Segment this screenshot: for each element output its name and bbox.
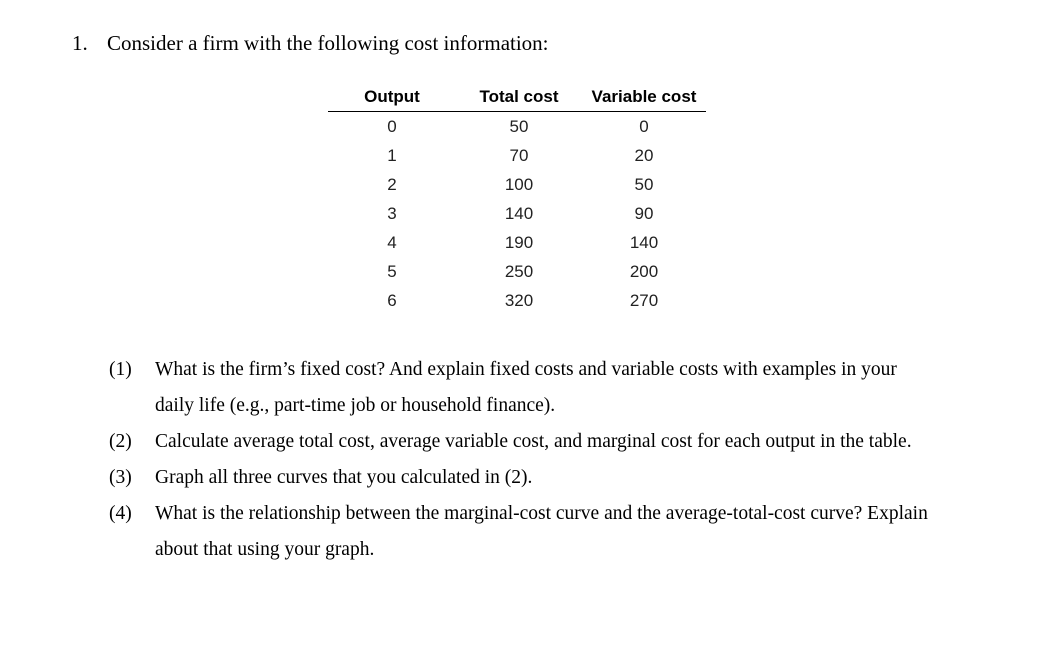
- sub-question-text: Graph all three curves that you calculated in (2).: [155, 467, 533, 488]
- cell-output: 5: [387, 261, 397, 281]
- question-intro: Consider a firm with the following cost information:: [107, 31, 549, 55]
- table-header-row: [328, 83, 706, 112]
- table-row: [328, 170, 706, 199]
- header-output: Output: [328, 83, 456, 112]
- cell-total-cost: 70: [509, 145, 529, 165]
- cell-variable-cost: 140: [629, 232, 659, 252]
- table-row: [328, 199, 706, 228]
- cell-variable-cost: 20: [634, 145, 654, 165]
- sub-question-list: [109, 352, 939, 568]
- table-row: [328, 141, 706, 170]
- sub-question: [109, 460, 939, 496]
- header-total-cost: Total cost: [456, 83, 582, 112]
- cell-output: 2: [387, 174, 397, 194]
- cell-output: 1: [387, 145, 397, 165]
- cell-output: 6: [387, 290, 397, 310]
- cell-variable-cost: 200: [629, 261, 659, 281]
- cell-total-cost: 140: [504, 203, 534, 223]
- sub-question: [109, 352, 939, 424]
- header-variable-cost: Variable cost: [582, 83, 706, 112]
- sub-question-number: (3): [109, 467, 132, 488]
- sub-question-number: (1): [109, 359, 132, 380]
- cell-total-cost: 50: [509, 116, 529, 136]
- sub-question: [109, 496, 939, 568]
- cell-total-cost: 190: [504, 232, 534, 252]
- sub-question-text: What is the relationship between the marginal-cost curve and the average-total-cost curve? Explain about that using your graph.: [155, 503, 928, 560]
- cell-variable-cost: 0: [639, 116, 649, 136]
- cell-output: 0: [387, 116, 397, 136]
- cell-variable-cost: 90: [634, 203, 654, 223]
- sub-question-text: What is the firm’s fixed cost? And explain fixed costs and variable costs with examples in your daily life (e.g., part-time job or household finance).: [155, 359, 897, 416]
- cell-variable-cost: 50: [634, 174, 654, 194]
- cell-total-cost: 250: [504, 261, 534, 281]
- question-number: 1.: [72, 31, 88, 55]
- table-row: [328, 228, 706, 257]
- cell-total-cost: 100: [504, 174, 534, 194]
- sub-question-number: (2): [109, 431, 132, 452]
- table-row: [328, 286, 706, 315]
- cell-variable-cost: 270: [629, 290, 659, 310]
- sub-question: [109, 424, 939, 460]
- table-row: [328, 257, 706, 286]
- cell-output: 3: [387, 203, 397, 223]
- cell-output: 4: [387, 232, 397, 252]
- cost-table: [328, 83, 706, 315]
- table-row: [328, 112, 706, 142]
- sub-question-text: Calculate average total cost, average variable cost, and marginal cost for each output in the table.: [155, 431, 912, 452]
- sub-question-number: (4): [109, 503, 132, 524]
- cell-total-cost: 320: [504, 290, 534, 310]
